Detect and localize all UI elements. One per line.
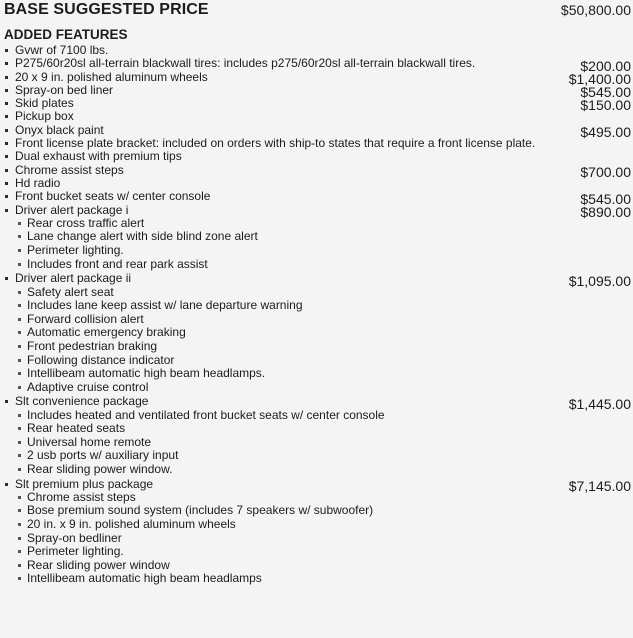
feature-item [0, 137, 633, 150]
package-content-item [0, 340, 633, 354]
square-bullet-icon [5, 169, 8, 172]
package-content-label: Rear heated seats [27, 421, 126, 436]
feature-item [0, 189, 633, 207]
square-bullet-icon [18, 496, 21, 499]
package-content-item [0, 463, 633, 477]
feature-label: Chrome assist steps [15, 162, 124, 177]
package-content-label: Intellibeam automatic high beam headlamps. [27, 366, 266, 381]
package-content-label: 20 in. x 9 in. polished aluminum wheels [27, 517, 236, 532]
package-content-label: Includes front and rear park assist [27, 256, 208, 271]
feature-label: Onyx black paint [15, 122, 104, 137]
feature-item-row [0, 271, 633, 289]
package-content-label: Perimeter lighting. [27, 544, 124, 559]
feature-item [0, 150, 633, 163]
feature-item-row [0, 202, 633, 220]
feature-item [0, 204, 633, 272]
package-content-label: Following distance indicator [27, 352, 175, 367]
feature-item-row [0, 122, 633, 141]
package-content-item [0, 422, 633, 436]
square-bullet-icon [18, 537, 21, 540]
square-bullet-icon [5, 115, 8, 118]
square-bullet-icon [18, 577, 21, 580]
feature-item-row [0, 82, 633, 101]
package-content-label: Forward collision alert [27, 311, 144, 326]
square-bullet-icon [18, 414, 21, 417]
package-content-label: Lane change alert with side blind zone alert [27, 229, 258, 244]
feature-item-row [0, 394, 633, 412]
square-bullet-icon [18, 564, 21, 567]
package-content-label: Rear sliding power window [27, 557, 170, 572]
package-content-item [0, 491, 633, 505]
square-bullet-icon [5, 209, 8, 212]
feature-item-row [0, 56, 633, 74]
square-bullet-icon [18, 441, 21, 444]
square-bullet-icon [5, 102, 8, 105]
square-bullet-icon [5, 182, 8, 185]
package-content-item [0, 286, 633, 300]
feature-label: Dual exhaust with premium tips [15, 149, 182, 164]
package-content-label: Bose premium sound system (includes 7 speakers w/ subwoofer) [27, 503, 374, 518]
square-bullet-icon [5, 155, 8, 158]
square-bullet-icon [18, 509, 21, 512]
square-bullet-icon [5, 89, 8, 92]
package-content-item [0, 230, 633, 244]
package-content-item [0, 313, 633, 327]
feature-item [0, 395, 633, 476]
package-content-item [0, 299, 633, 313]
feature-item [0, 162, 633, 180]
feature-label: Slt premium plus package [15, 476, 154, 491]
package-content-item [0, 518, 633, 532]
package-content-item [0, 559, 633, 573]
feature-price: $1,400.00 [568, 70, 631, 87]
package-content-item [0, 449, 633, 463]
square-bullet-icon [5, 62, 8, 65]
feature-label: Driver alert package i [15, 202, 129, 217]
feature-item [0, 82, 633, 101]
package-content-label: 2 usb ports w/ auxiliary input [27, 448, 179, 463]
square-bullet-icon [18, 427, 21, 430]
package-content-label: Rear cross traffic alert [27, 215, 145, 230]
feature-label: Front license plate bracket: included on orders with ship-to states that require a front license plate. [15, 136, 536, 151]
feature-price: $700.00 [580, 163, 631, 180]
package-content-label: Chrome assist steps [27, 489, 136, 504]
square-bullet-icon [18, 331, 21, 334]
feature-price: $1,445.00 [568, 395, 631, 412]
feature-price: $890.00 [580, 203, 631, 220]
square-bullet-icon [18, 222, 21, 225]
feature-item [0, 69, 633, 87]
square-bullet-icon [18, 550, 21, 553]
package-content-item [0, 409, 633, 423]
feature-label: Skid plates [15, 96, 74, 111]
package-contents-list [0, 409, 633, 477]
feature-item [0, 44, 633, 57]
package-content-label: Rear sliding power window. [27, 461, 173, 476]
feature-item-row [0, 177, 633, 190]
square-bullet-icon [18, 291, 21, 294]
package-content-item [0, 326, 633, 340]
package-content-label: Safety alert seat [27, 284, 114, 299]
package-content-label: Front pedestrian braking [27, 338, 158, 353]
square-bullet-icon [5, 483, 8, 486]
package-content-label: Intellibeam automatic high beam headlamps [27, 571, 262, 586]
square-bullet-icon [18, 318, 21, 321]
square-bullet-icon [18, 468, 21, 471]
square-bullet-icon [18, 345, 21, 348]
square-bullet-icon [18, 359, 21, 362]
feature-item-row [0, 96, 633, 114]
package-content-item [0, 367, 633, 381]
package-content-item [0, 381, 633, 395]
base-price-value: $50,800.00 [560, 2, 631, 18]
feature-item [0, 56, 633, 74]
feature-label: 20 x 9 in. polished aluminum wheels [15, 69, 208, 84]
square-bullet-icon [18, 249, 21, 252]
feature-price: $545.00 [580, 190, 631, 207]
package-contents-list [0, 286, 633, 395]
feature-label: Slt convenience package [15, 394, 149, 409]
square-bullet-icon [5, 76, 8, 79]
square-bullet-icon [18, 263, 21, 266]
feature-item-row [0, 189, 633, 207]
package-content-label: Perimeter lighting. [27, 243, 124, 258]
feature-item-row [0, 476, 633, 494]
package-content-label: Includes lane keep assist w/ lane departure warning [27, 298, 303, 313]
square-bullet-icon [5, 142, 8, 145]
package-contents-list [0, 217, 633, 271]
square-bullet-icon [5, 400, 8, 403]
package-content-item [0, 545, 633, 559]
square-bullet-icon [5, 195, 8, 198]
square-bullet-icon [18, 372, 21, 375]
feature-label: Spray-on bed liner [15, 82, 114, 97]
feature-label: Pickup box [15, 109, 74, 124]
package-content-item [0, 532, 633, 546]
package-content-item [0, 572, 633, 586]
feature-label: P275/60r20sl all-terrain blackwall tires: includes p275/60r20sl all-terrain blackwall tires. [15, 56, 476, 71]
package-content-item [0, 217, 633, 231]
base-price-label: BASE SUGGESTED PRICE [4, 1, 209, 18]
feature-item-row [0, 162, 633, 180]
feature-item [0, 122, 633, 141]
feature-price: $1,095.00 [568, 272, 631, 289]
package-content-item [0, 258, 633, 272]
feature-item [0, 478, 633, 586]
package-content-label: Spray-on bedliner [27, 530, 122, 545]
square-bullet-icon [18, 523, 21, 526]
feature-price: $545.00 [580, 84, 631, 101]
feature-price: $7,145.00 [568, 477, 631, 494]
feature-item [0, 177, 633, 190]
feature-price: $495.00 [580, 124, 631, 141]
feature-label: Driver alert package ii [15, 271, 132, 286]
feature-item-row [0, 150, 633, 163]
feature-price: $150.00 [580, 97, 631, 114]
feature-item-row [0, 137, 633, 150]
package-content-item [0, 504, 633, 518]
feature-item-row [0, 110, 633, 123]
package-content-label: Automatic emergency braking [27, 325, 186, 340]
square-bullet-icon [18, 304, 21, 307]
square-bullet-icon [5, 129, 8, 132]
feature-item [0, 96, 633, 114]
feature-label: Hd radio [15, 175, 61, 190]
square-bullet-icon [18, 235, 21, 238]
package-content-label: Adaptive cruise control [27, 379, 149, 394]
feature-label: Front bucket seats w/ center console [15, 189, 211, 204]
feature-price: $200.00 [580, 57, 631, 74]
square-bullet-icon [5, 277, 8, 280]
package-content-item [0, 354, 633, 368]
package-content-item [0, 436, 633, 450]
square-bullet-icon [5, 49, 8, 52]
added-features-heading: ADDED FEATURES [4, 27, 128, 42]
feature-item-row [0, 44, 633, 57]
features-list [0, 44, 633, 586]
package-content-label: Includes heated and ventilated front bucket seats w/ center console [27, 407, 385, 422]
feature-label: Gvwr of 7100 lbs. [15, 43, 109, 57]
square-bullet-icon [18, 386, 21, 389]
package-contents-list [0, 491, 633, 586]
base-price-row [0, 0, 633, 24]
square-bullet-icon [18, 454, 21, 457]
feature-item-row [0, 69, 633, 87]
package-content-label: Universal home remote [27, 434, 152, 449]
feature-item [0, 272, 633, 394]
feature-item [0, 110, 633, 123]
package-content-item [0, 244, 633, 258]
